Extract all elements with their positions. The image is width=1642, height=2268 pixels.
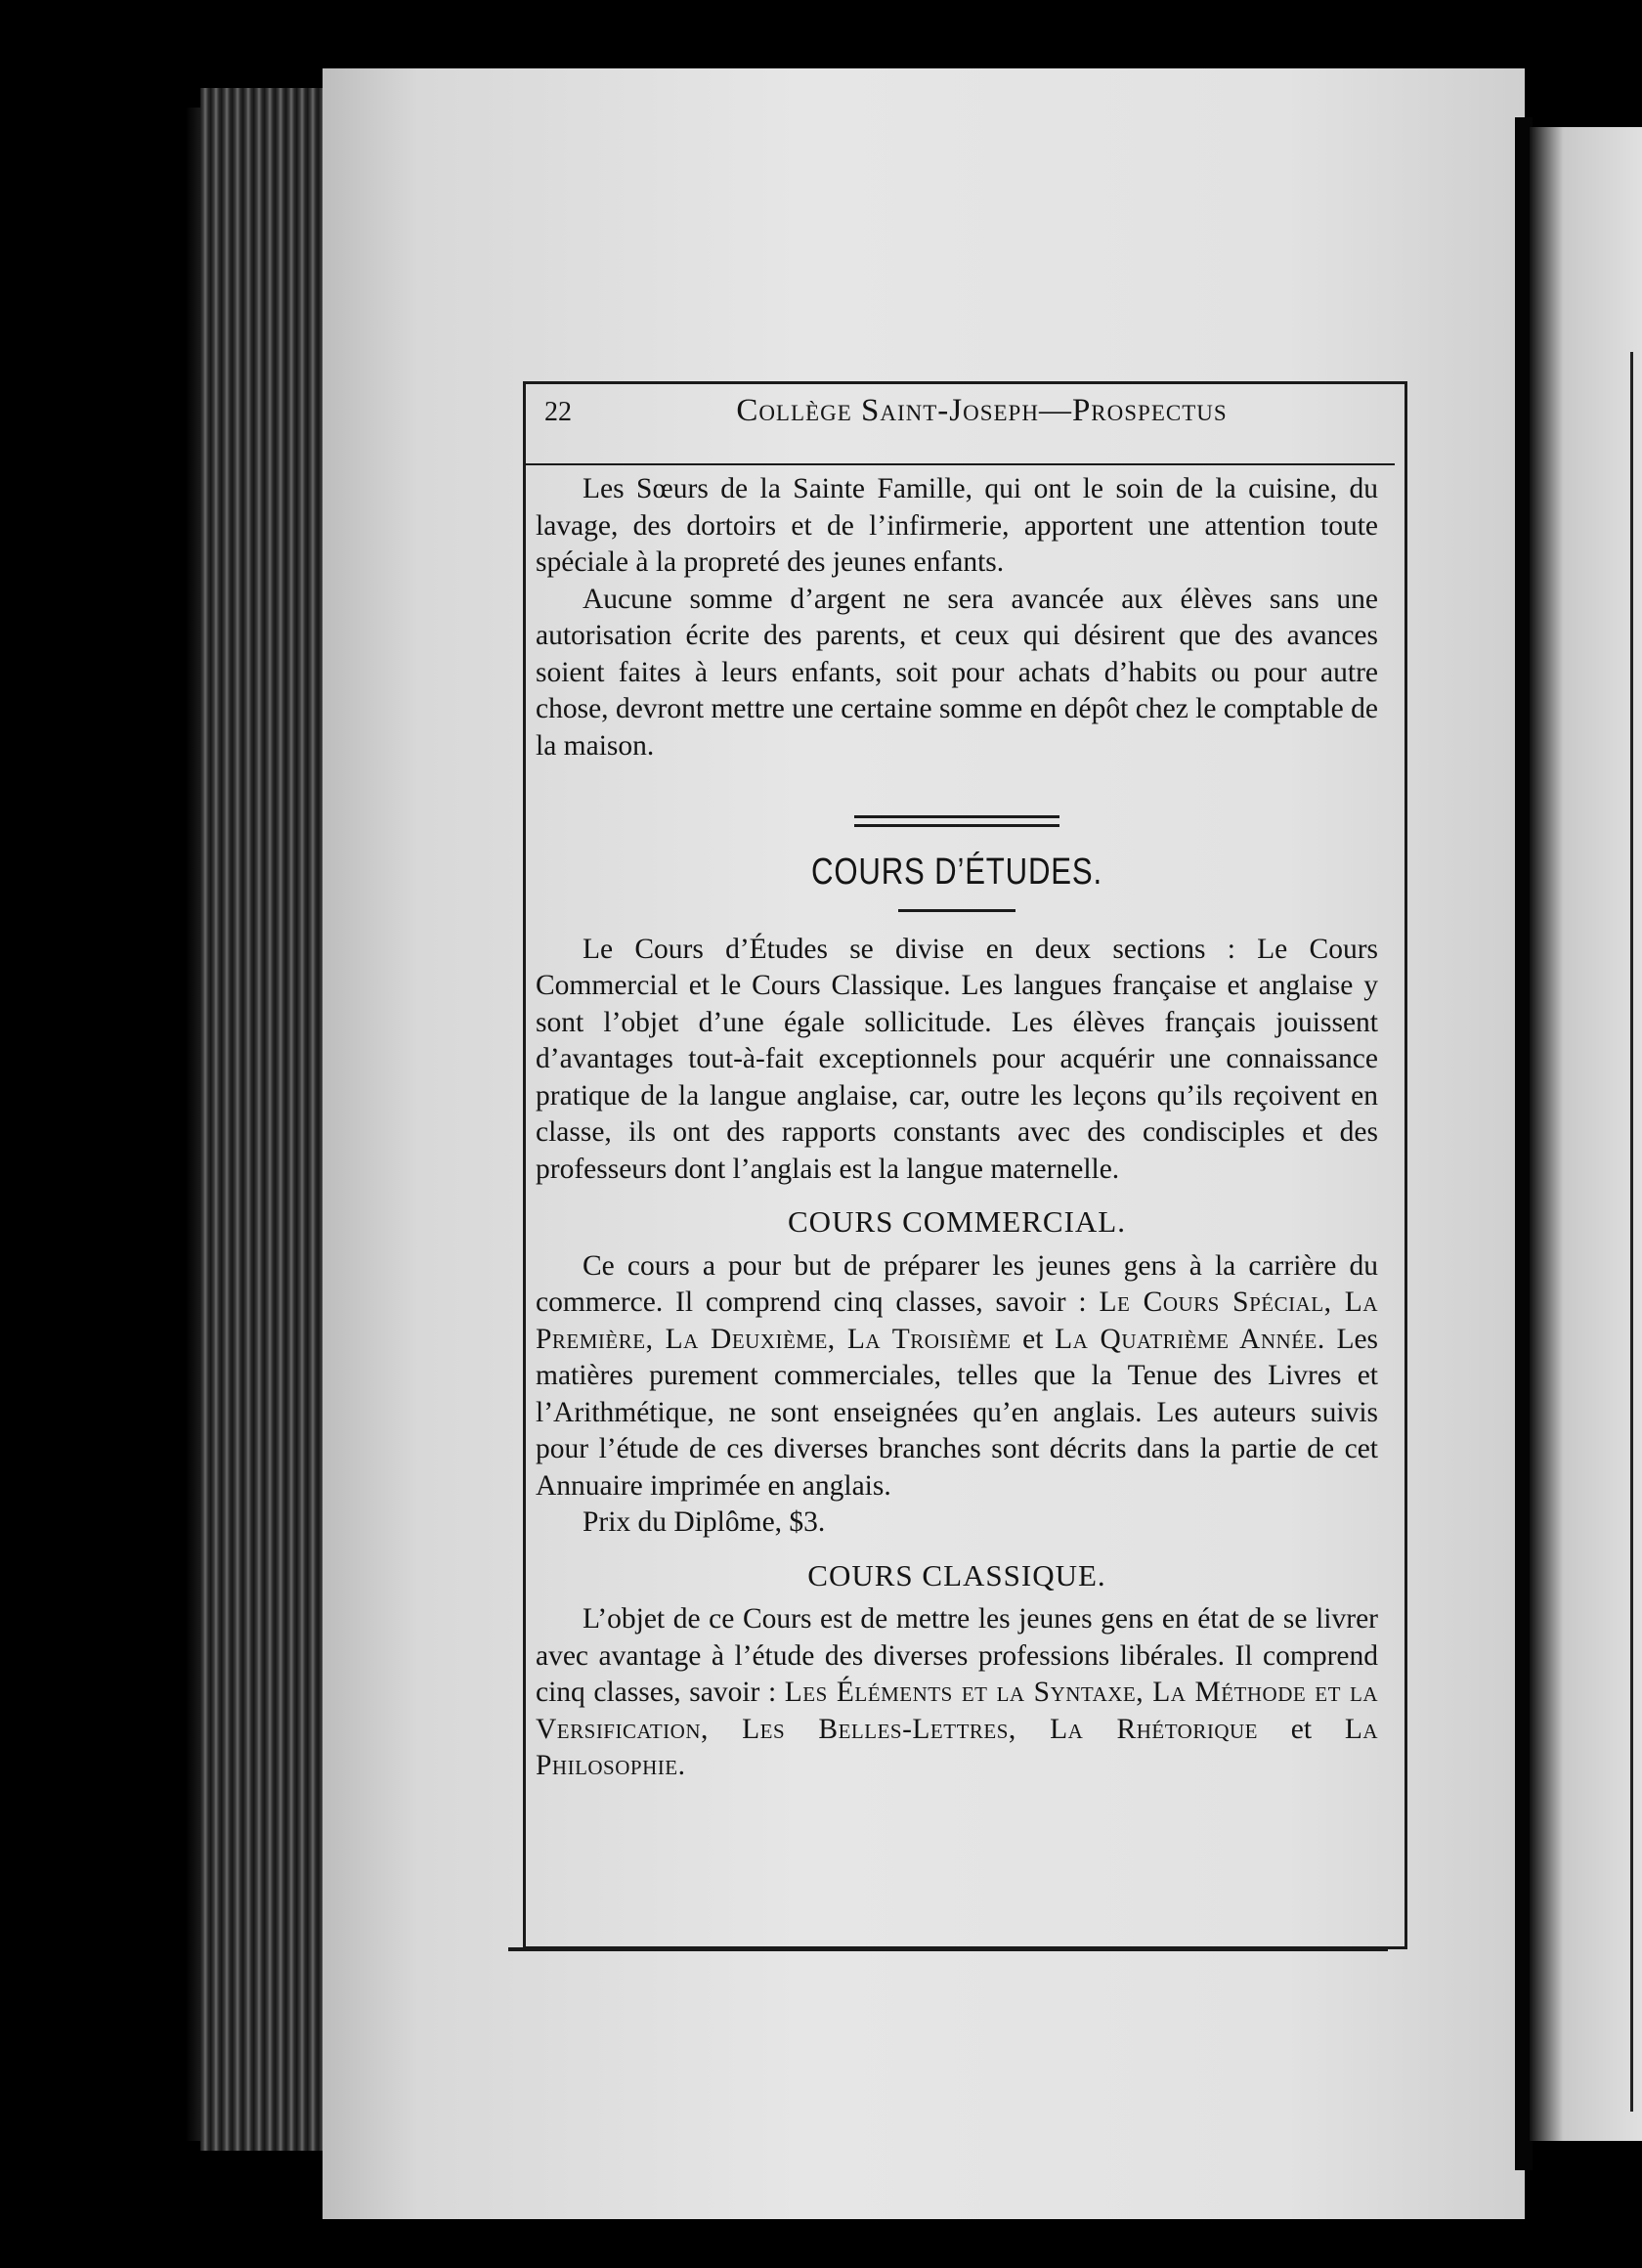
running-title: Collège Saint-Joseph—Prospectus	[736, 393, 1228, 428]
running-head	[542, 393, 1398, 452]
commercial-text-1: Ce cours a pour but de préparer les jeunes gens à la carrière du commerce. Il comprend cinq classes, savoir :	[536, 1249, 1378, 1318]
classique-and: et	[1290, 1713, 1313, 1745]
commercial-classes-2: La Quatrième Année.	[1055, 1323, 1325, 1355]
section-title-cours-etudes: COURS D’ÉTUDES.	[811, 851, 1102, 893]
facing-page-rule	[1630, 352, 1642, 2112]
paragraph-cours-classique	[536, 1601, 1378, 1785]
paragraph-argent: Aucune somme d’argent ne sera avancée aux élèves sans une autorisation écrite des parents, et ceux qui désirent que des avances soient faites à leurs enfants, soit pour achats d’habits ou pour autre chose, devront mettre une certaine somme en dépôt chez le comptable de la maison.	[536, 583, 1378, 762]
commercial-text-2: Les matières purement commerciales, telles que la Tenue des Livres et l’Arithmétique, ne sont enseignées qu’en anglais. Les auteurs suivis pour l’étude de ces diverses branches sont décrits dans la partie de cet Annuaire imprimée en anglais.	[536, 1323, 1379, 1502]
diploma-price: Prix du Diplôme, $3.	[583, 1506, 826, 1538]
commercial-and: et	[1022, 1323, 1044, 1355]
header-rule	[525, 463, 1395, 465]
frame-bottom-rule	[508, 1947, 1388, 1951]
double-rule-divider	[854, 815, 1059, 833]
subhead-cours-classique: COURS CLASSIQUE.	[807, 1557, 1106, 1592]
paragraph-cours-commercial	[536, 1248, 1378, 1505]
short-rule-divider	[898, 909, 1015, 912]
facing-page	[1530, 127, 1642, 2141]
classique-classes-1: Les Éléments et la Syntaxe, La Méthode et la Versification, Les Belles-Lettres, La Rhétorique	[536, 1677, 1379, 1745]
stacked-page-edges	[200, 88, 337, 2151]
paragraph-cours-etudes: Le Cours d’Études se divise en deux sections : Le Cours Commercial et le Cours Classique. Les langues française et anglaise y sont l’objet d’une égale sollicitude. Les élèves français jouissent d’avantages tout-à-fait exceptionnels pour acquérir une connaissance pratique de la langue anglaise, car, outre les leçons qu’ils reçoivent en classe, ils ont des rapports constants avec des condisciples et des professeurs dont l’anglais est la langue maternelle.	[536, 933, 1378, 1185]
subhead-cours-commercial: COURS COMMERCIAL.	[788, 1204, 1126, 1239]
page-number: 22	[544, 397, 572, 427]
paragraph-soeurs: Les Sœurs de la Sainte Famille, qui ont le soin de la cuisine, du lavage, des dortoirs et de l’infirmerie, apportent une attention toute spéciale à la propreté des jeunes enfants.	[536, 473, 1378, 578]
classique-text-1: L’objet de ce Cours est de mettre les jeunes gens en état de se livrer avec avantage à l’étude des diverses professions libérales. Il comprend cinq classes, savoir :	[536, 1603, 1378, 1708]
page-body	[536, 471, 1378, 1785]
commercial-classes-1: Le Cours Spécial, La Première, La Deuxième, La Troisième	[536, 1287, 1378, 1355]
classique-classes-2: La Philosophie.	[536, 1713, 1379, 1781]
